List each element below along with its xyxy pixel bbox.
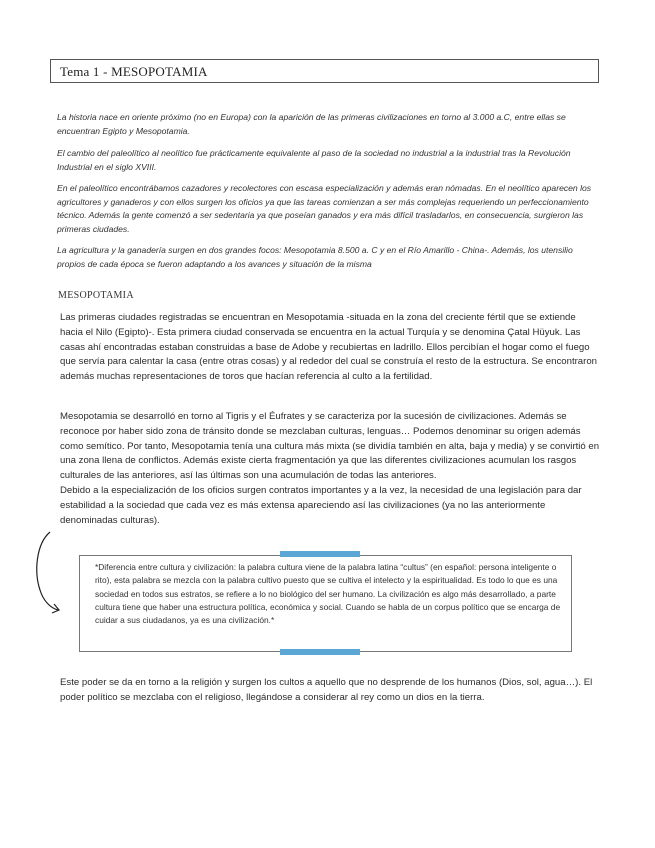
- section-heading: MESOPOTAMIA: [58, 290, 134, 301]
- intro-paragraph-4: La agricultura y la ganadería surgen en dos grandes focos: Mesopotamia 8.500 a. C y en el Río Amarillo - China-. Además, los utensilio propios de cada época se fueron adaptando a los avances y situación de la misma: [57, 245, 573, 269]
- body-paragraph-3: Este poder se da en torno a la religión y surgen los cultos a aquello que no desprende de los humanos (Dios, sol, agua…). El poder político se mezclaba con el religioso, llegándose a considerar al rey como un dios en la tierra.: [60, 677, 593, 703]
- page-title: Tema 1 - MESOPOTAMIA: [60, 64, 208, 79]
- curved-arrow-icon: [28, 530, 68, 620]
- intro-paragraph-3: En el paleolítico encontrábamos cazadores y recolectores con escasa especialización y además eran nómadas. En el neolítico aparecen los agricultores y ganaderos y con ellos surgen los oficios ya que las tareas comienzan a ser más complejas requeriendo un perfeccionamiento técnico. Además la gente comenzó a ser sedentaria ya que poseían ganados y era más difícil trasladarlos, en consecuencia, surgieron las primeras ciudades.: [57, 183, 592, 234]
- note-top-tab: [280, 551, 360, 557]
- definition-note-text: *Diferencia entre cultura y civilización: la palabra cultura viene de la palabra latina “cultus” (en español: persona inteligente o rito), esta palabra se mezcla con la palabra cultivo puesto que se cultiva el intelecto y la espiritualidad. Es todo lo que es una sociedad en todos sus estratos, se refiere a lo no biológico del ser humano. La civilización es algo más desarrollado, a parte cultura tiene que haber una estructura política, económica y social. Cuando se habla de un corpus político que se encarga de cuidar a sus ciudadanos, ya es una civilización.*: [95, 562, 561, 626]
- title-box: [50, 59, 599, 83]
- intro-paragraph-1: La historia nace en oriente próximo (no en Europa) con la aparición de las primeras civilizaciones en torno al 3.000 a.C, entre ellas se encuentran Egipto y Mesopotamia.: [57, 112, 566, 136]
- body-paragraph-1: Las primeras ciudades registradas se encuentran en Mesopotamia -situada en la zona del creciente fértil que se extiende hacia el Nilo (Egipto)-. Esta primera ciudad conservada se encuentra en la actual Turquía y se denomina Çatal Hüyuk. Las casas ahí encontradas estaban construidas a base de Adobe y recubiertas en ladrillo. Ellos percibían el hogar como el fuego que servía para calentar la casa (entre otras cosas) y al rededor del cual se construía el resto de la estructura. Se encontraron además muchas representaciones de toros que hacían referencia al culto a la fertilidad.: [60, 312, 598, 383]
- intro-paragraph-2: El cambio del paleolítico al neolítico fue prácticamente equivalente al paso de la sociedad no industrial a la industrial tras la Revolución Industrial en el siglo XVIII.: [57, 148, 571, 172]
- note-bottom-tab: [280, 649, 360, 655]
- body-paragraph-2: Mesopotamia se desarrolló en torno al Tigris y el Éufrates y se caracteriza por la sucesión de civilizaciones. Además se reconoce por haber sido zona de tránsito donde se mezclaban culturas, lenguas… Podemos denominar su origen además como semítico. Por tanto, Mesopotamia tenía una cultura más mixta (se dividía también en alta, baja y media) y se convirtió en una zona llena de conflictos. Además existe cierta fragmentación ya que las diferentes civilizaciones acumulan los rasgos culturales de las anteriores, así las últimas son una acumulación de todas las anteriores. Debido a la especialización de los oficios surgen contratos importantes y a la vez, la necesidad de una legislación para dar estabilidad a la sociedad que cada vez es más extensa apareciendo así las civilizaciones (ya no las anteriormente denominadas culturas).: [60, 411, 600, 526]
